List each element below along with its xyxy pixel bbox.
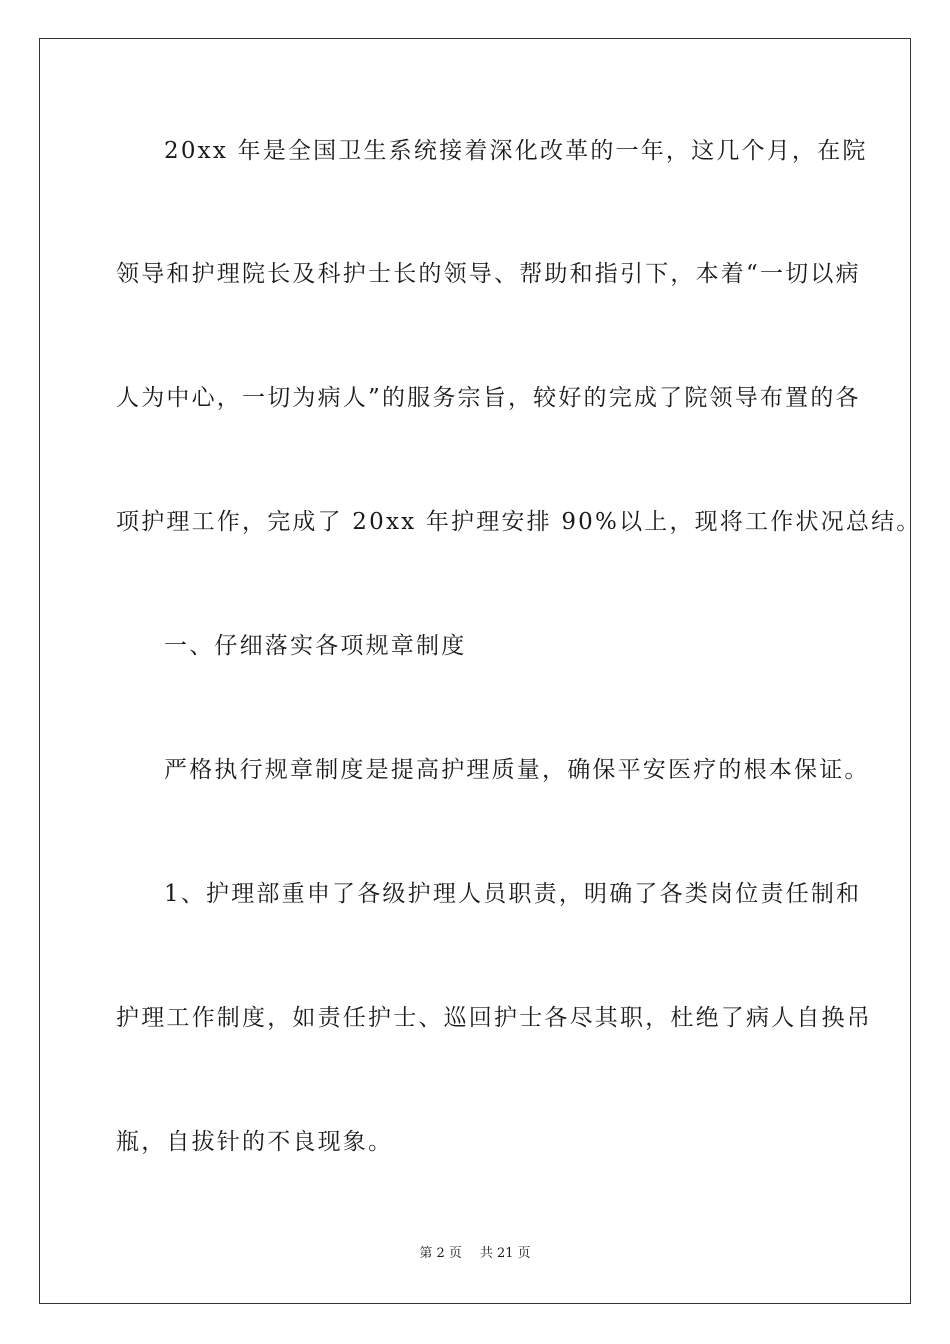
paragraph-line-7: 1、护理部重申了各级护理人员职责，明确了各类岗位责任制和 (164, 881, 862, 907)
paragraph-line-2: 领导和护理院长及科护士长的领导、帮助和指引下，本着“一切以病 (116, 261, 861, 287)
paragraph-line-1: 20xx 年是全国卫生系统接着深化改革的一年，这几个月，在院 (164, 138, 868, 164)
paragraph-line-8: 护理工作制度，如责任护士、巡回护士各尽其职，杜绝了病人自换吊 (116, 1005, 872, 1031)
paragraph-line-9: 瓶，自拔针的不良现象。 (116, 1129, 394, 1155)
page-number: 第 2 页 (419, 1246, 462, 1261)
paragraph-line-4: 项护理工作，完成了 20xx 年护理安排 90%以上，现将工作状况总结。 (116, 509, 922, 535)
paragraph-line-3: 人为中心，一切为病人”的服务宗旨，较好的完成了院领导布置的各 (116, 385, 861, 411)
page-border (39, 38, 922, 1304)
page-total: 共 21 页 (479, 1246, 531, 1261)
section-heading: 一、仔细落实各项规章制度 (164, 633, 467, 659)
page-footer (0, 1245, 950, 1263)
paragraph-line-6: 严格执行规章制度是提高护理质量，确保平安医疗的根本保证。 (164, 757, 870, 783)
